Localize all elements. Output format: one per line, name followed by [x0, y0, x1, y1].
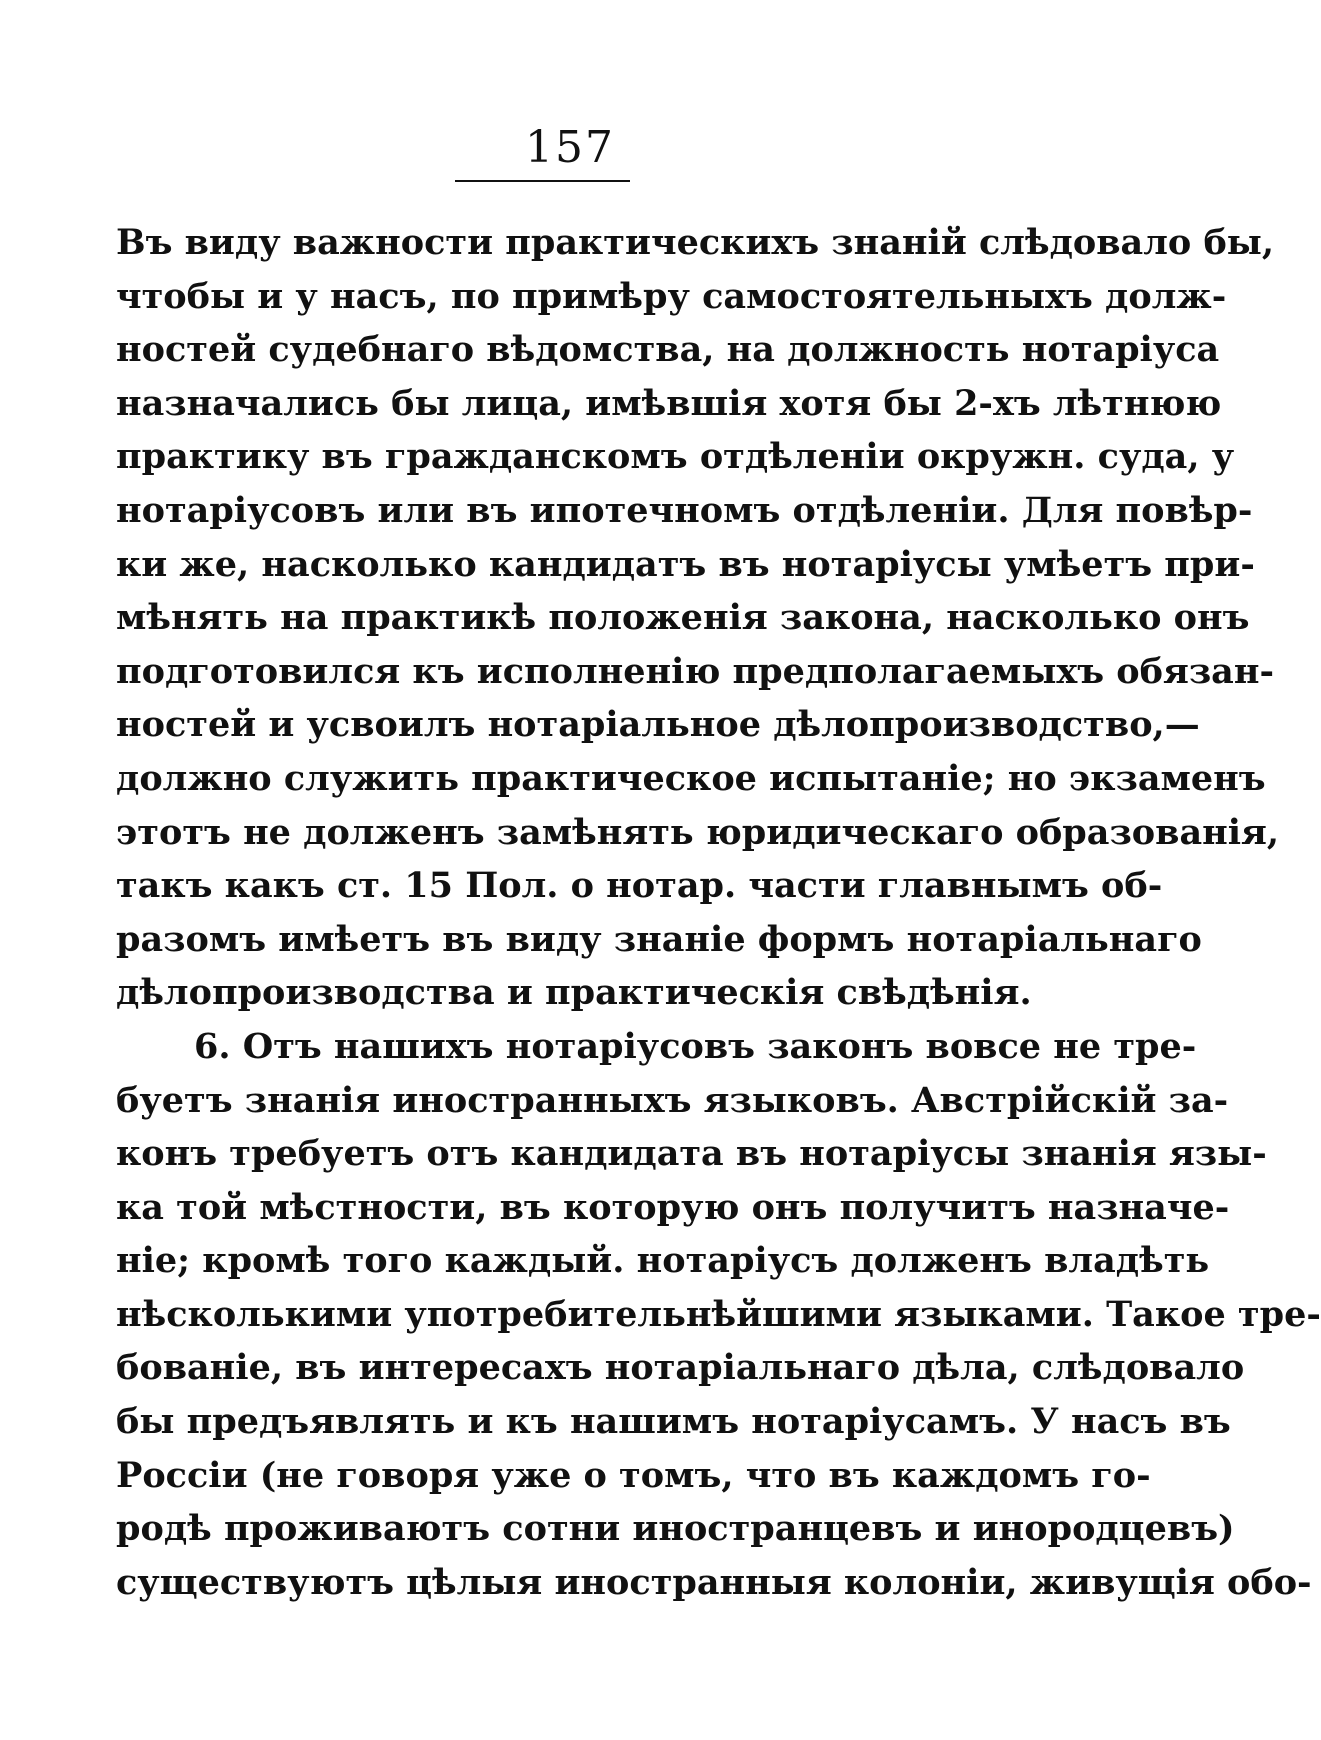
text-line: бованіе, въ интересахъ нотаріальнаго дѣла, слѣдовало [116, 1347, 1245, 1389]
text-line: практику въ гражданскомъ отдѣленіи окружн. суда, у [116, 436, 1235, 478]
text-line: должно служить практическое испытаніе; но экзаменъ [116, 757, 1266, 799]
text-line: существуютъ цѣлыя иностранныя колоніи, живущія обо- [116, 1561, 1312, 1603]
text-line: ностей судебнаго вѣдомства, на должность нотаріуса [116, 329, 1220, 371]
text-line: ностей и усвоилъ нотаріальное дѣлопроизводство,— [116, 704, 1200, 746]
text-line: Въ виду важности практическихъ знаній слѣдовало бы, [116, 222, 1275, 263]
text-line: родѣ проживаютъ сотни иностранцевъ и инородцевъ) [116, 1508, 1235, 1550]
page-number: 157 [525, 122, 615, 173]
text-line: буетъ знанія иностранныхъ языковъ. Австрійскій за- [116, 1079, 1229, 1121]
text-line: подготовился къ исполненію предполагаемыхъ обязан- [116, 650, 1275, 692]
text-line: такъ какъ ст. 15 Пол. о нотар. части главнымъ об- [116, 865, 1163, 907]
text-line: этотъ не долженъ замѣнять юридическаго образованія, [116, 811, 1280, 853]
text-line: ки же, насколько кандидатъ въ нотаріусы умѣетъ при- [116, 543, 1255, 585]
text-line: назначались бы лица, имѣвшія хотя бы 2-хъ лѣтнюю [116, 382, 1222, 424]
text-line: ніе; кромѣ того каждый. нотаріусъ долженъ владѣть [116, 1240, 1210, 1282]
text-line: разомъ имѣетъ въ виду знаніе формъ нотаріальнаго [116, 918, 1202, 960]
text-line: ка той мѣстности, въ которую онъ получитъ назначе- [116, 1186, 1230, 1228]
text-line: Россіи (не говоря уже о томъ, что въ каждомъ го- [116, 1454, 1151, 1496]
text-line: чтобы и у насъ, по примѣру самостоятельныхъ долж- [116, 275, 1227, 317]
text-line: нотаріусовъ или въ ипотечномъ отдѣленіи. Для повѣр- [116, 489, 1253, 531]
text-line: конъ требуетъ отъ кандидата въ нотаріусы знанія язы- [116, 1133, 1267, 1175]
text-line: мѣнять на практикѣ положенія закона, насколько онъ [116, 597, 1250, 639]
text-line: 6. Отъ нашихъ нотаріусовъ законъ вовсе не тре- [194, 1025, 1197, 1067]
text-body [116, 216, 1321, 1609]
text-line: бы предъявлять и къ нашимъ нотаріусамъ. У насъ въ [116, 1401, 1231, 1443]
text-line: дѣлопроизводства и практическія свѣдѣнія. [116, 972, 1032, 1014]
page-number-rule [455, 180, 630, 182]
text-line: нѣсколькими употребительнѣйшими языками. Такое тре- [116, 1293, 1321, 1335]
